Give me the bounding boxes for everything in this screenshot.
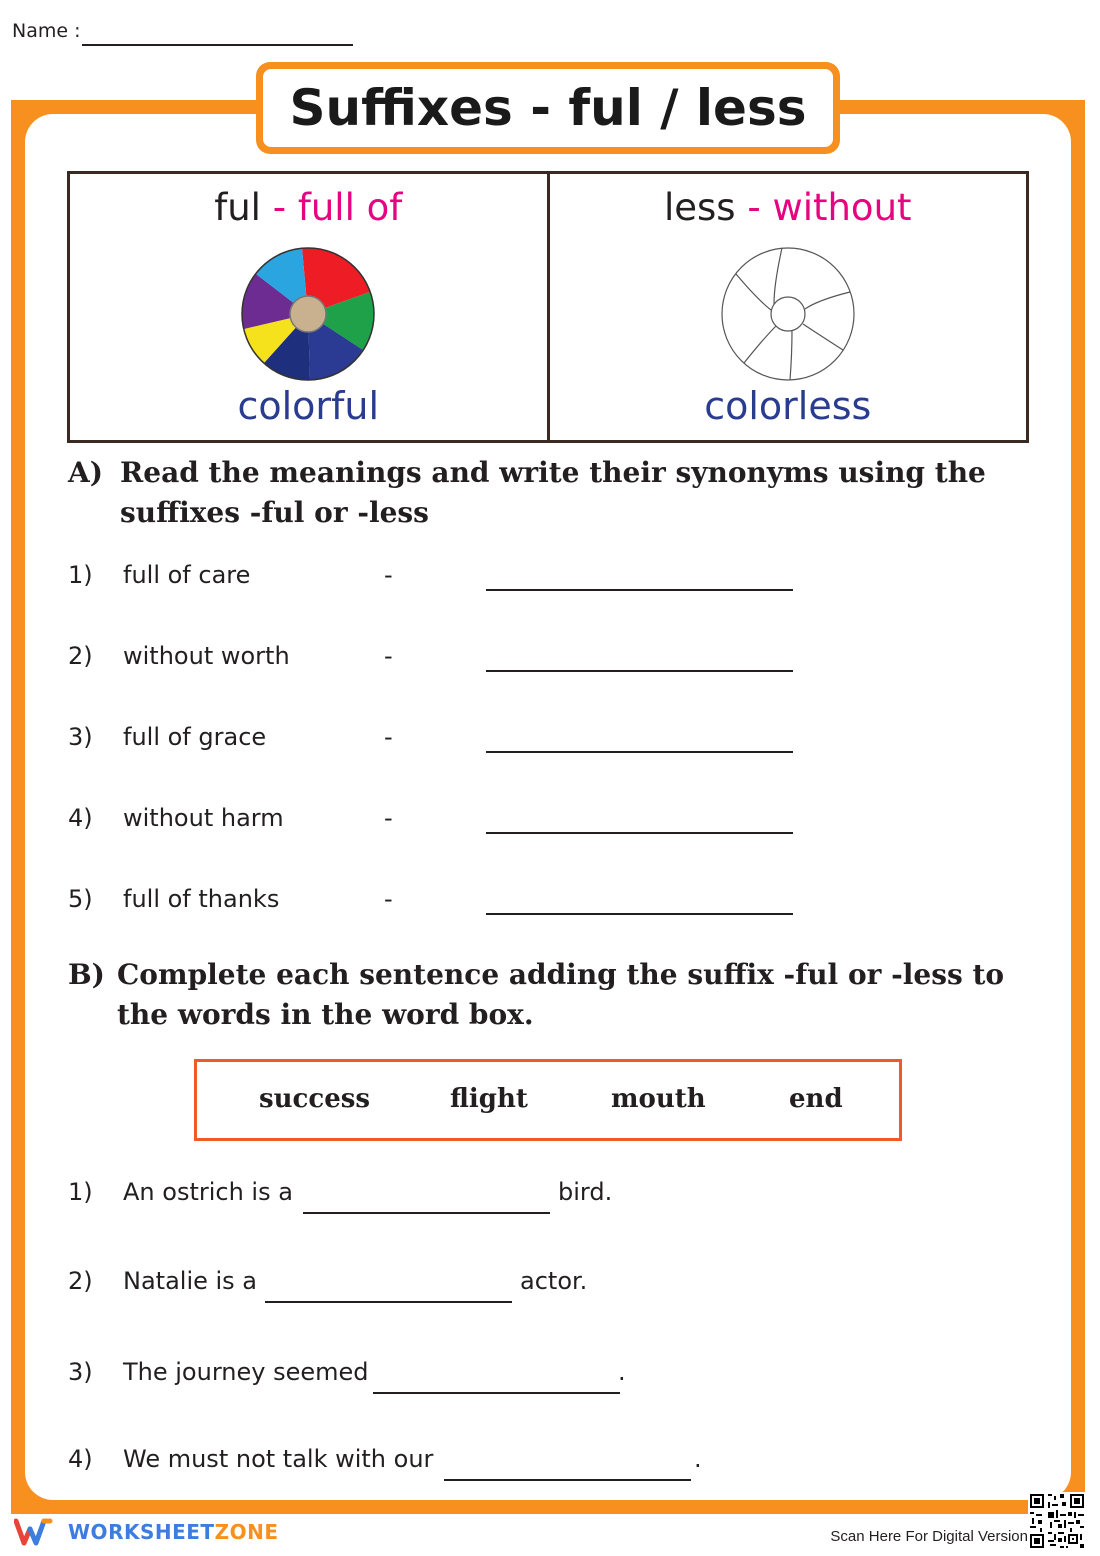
suffix-label: ful xyxy=(214,186,261,229)
w-logo-icon xyxy=(14,1517,60,1547)
sentence-before: The journey seemed xyxy=(123,1358,369,1386)
logo-text xyxy=(68,1520,278,1544)
word-box-item: success xyxy=(259,1084,371,1114)
logo-text-part2: ZONE xyxy=(214,1520,279,1544)
question-text: without harm xyxy=(123,804,284,832)
sentence-after: bird. xyxy=(558,1178,613,1206)
section-instruction: Read the meanings and write their synonyms using the suffixes -ful or -less xyxy=(120,456,986,529)
separator: - xyxy=(260,186,298,229)
qr-code-icon[interactable] xyxy=(1028,1492,1086,1550)
answer-line[interactable] xyxy=(444,1479,691,1481)
answer-line[interactable] xyxy=(486,589,793,591)
word-box-item: flight xyxy=(450,1084,528,1114)
meaning-label: without xyxy=(772,186,912,229)
word-box xyxy=(194,1059,902,1141)
suffix-label: less xyxy=(663,186,736,229)
question-text: full of grace xyxy=(123,723,267,751)
question-dash: - xyxy=(384,723,393,751)
word-box-item: mouth xyxy=(611,1084,706,1114)
section-letter: B) xyxy=(68,958,105,991)
question-number: 1) xyxy=(68,561,93,589)
concept-cell-ful xyxy=(70,174,547,440)
answer-line[interactable] xyxy=(486,913,793,915)
section-letter: A) xyxy=(68,456,103,489)
example-word: colorless xyxy=(704,384,872,428)
sentence-after: . xyxy=(694,1445,702,1473)
question-number: 5) xyxy=(68,885,93,913)
title-box xyxy=(256,62,840,154)
separator: - xyxy=(735,186,773,229)
name-label: Name : xyxy=(12,20,81,42)
question-number: 2) xyxy=(68,642,93,670)
section-instruction: Complete each sentence adding the suffix -ful or -less to the words in the word box. xyxy=(117,958,1005,1031)
sentence-number: 3) xyxy=(68,1358,93,1386)
name-input-line[interactable] xyxy=(82,44,353,46)
sentence-before: We must not talk with our xyxy=(123,1445,434,1473)
meaning-label: full of xyxy=(297,186,403,229)
example-word: colorful xyxy=(237,384,380,428)
scan-caption: Scan Here For Digital Version xyxy=(830,1528,1028,1545)
question-text: full of thanks xyxy=(123,885,280,913)
concept-cell-less xyxy=(547,174,1027,440)
sentence-number: 1) xyxy=(68,1178,93,1206)
logo-text-part1: WORKSHEET xyxy=(68,1520,215,1544)
sentence-after: actor. xyxy=(520,1267,588,1295)
question-text: full of care xyxy=(123,561,251,589)
question-dash: - xyxy=(384,642,393,670)
answer-line[interactable] xyxy=(486,751,793,753)
concept-heading xyxy=(70,186,547,229)
question-number: 3) xyxy=(68,723,93,751)
sentence-before: An ostrich is a xyxy=(123,1178,293,1206)
sentence-before: Natalie is a xyxy=(123,1267,258,1295)
answer-line[interactable] xyxy=(486,670,793,672)
question-dash: - xyxy=(384,804,393,832)
question-number: 4) xyxy=(68,804,93,832)
word-box-item: end xyxy=(789,1084,843,1114)
answer-line[interactable] xyxy=(303,1212,550,1214)
concept-table xyxy=(67,171,1029,443)
answer-line[interactable] xyxy=(265,1301,512,1303)
sentence-number: 2) xyxy=(68,1267,93,1295)
question-dash: - xyxy=(384,561,393,589)
sentence-after: . xyxy=(618,1358,626,1386)
page-title: Suffixes - ful / less xyxy=(263,69,833,147)
uncolored-beach-ball-icon xyxy=(720,246,856,382)
question-text: without worth xyxy=(123,642,290,670)
sentence-number: 4) xyxy=(68,1445,93,1473)
answer-line[interactable] xyxy=(373,1392,620,1394)
worksheetzone-logo[interactable] xyxy=(14,1517,278,1547)
concept-heading xyxy=(550,186,1027,229)
answer-line[interactable] xyxy=(486,832,793,834)
colored-beach-ball-icon xyxy=(240,246,376,382)
question-dash: - xyxy=(384,885,393,913)
